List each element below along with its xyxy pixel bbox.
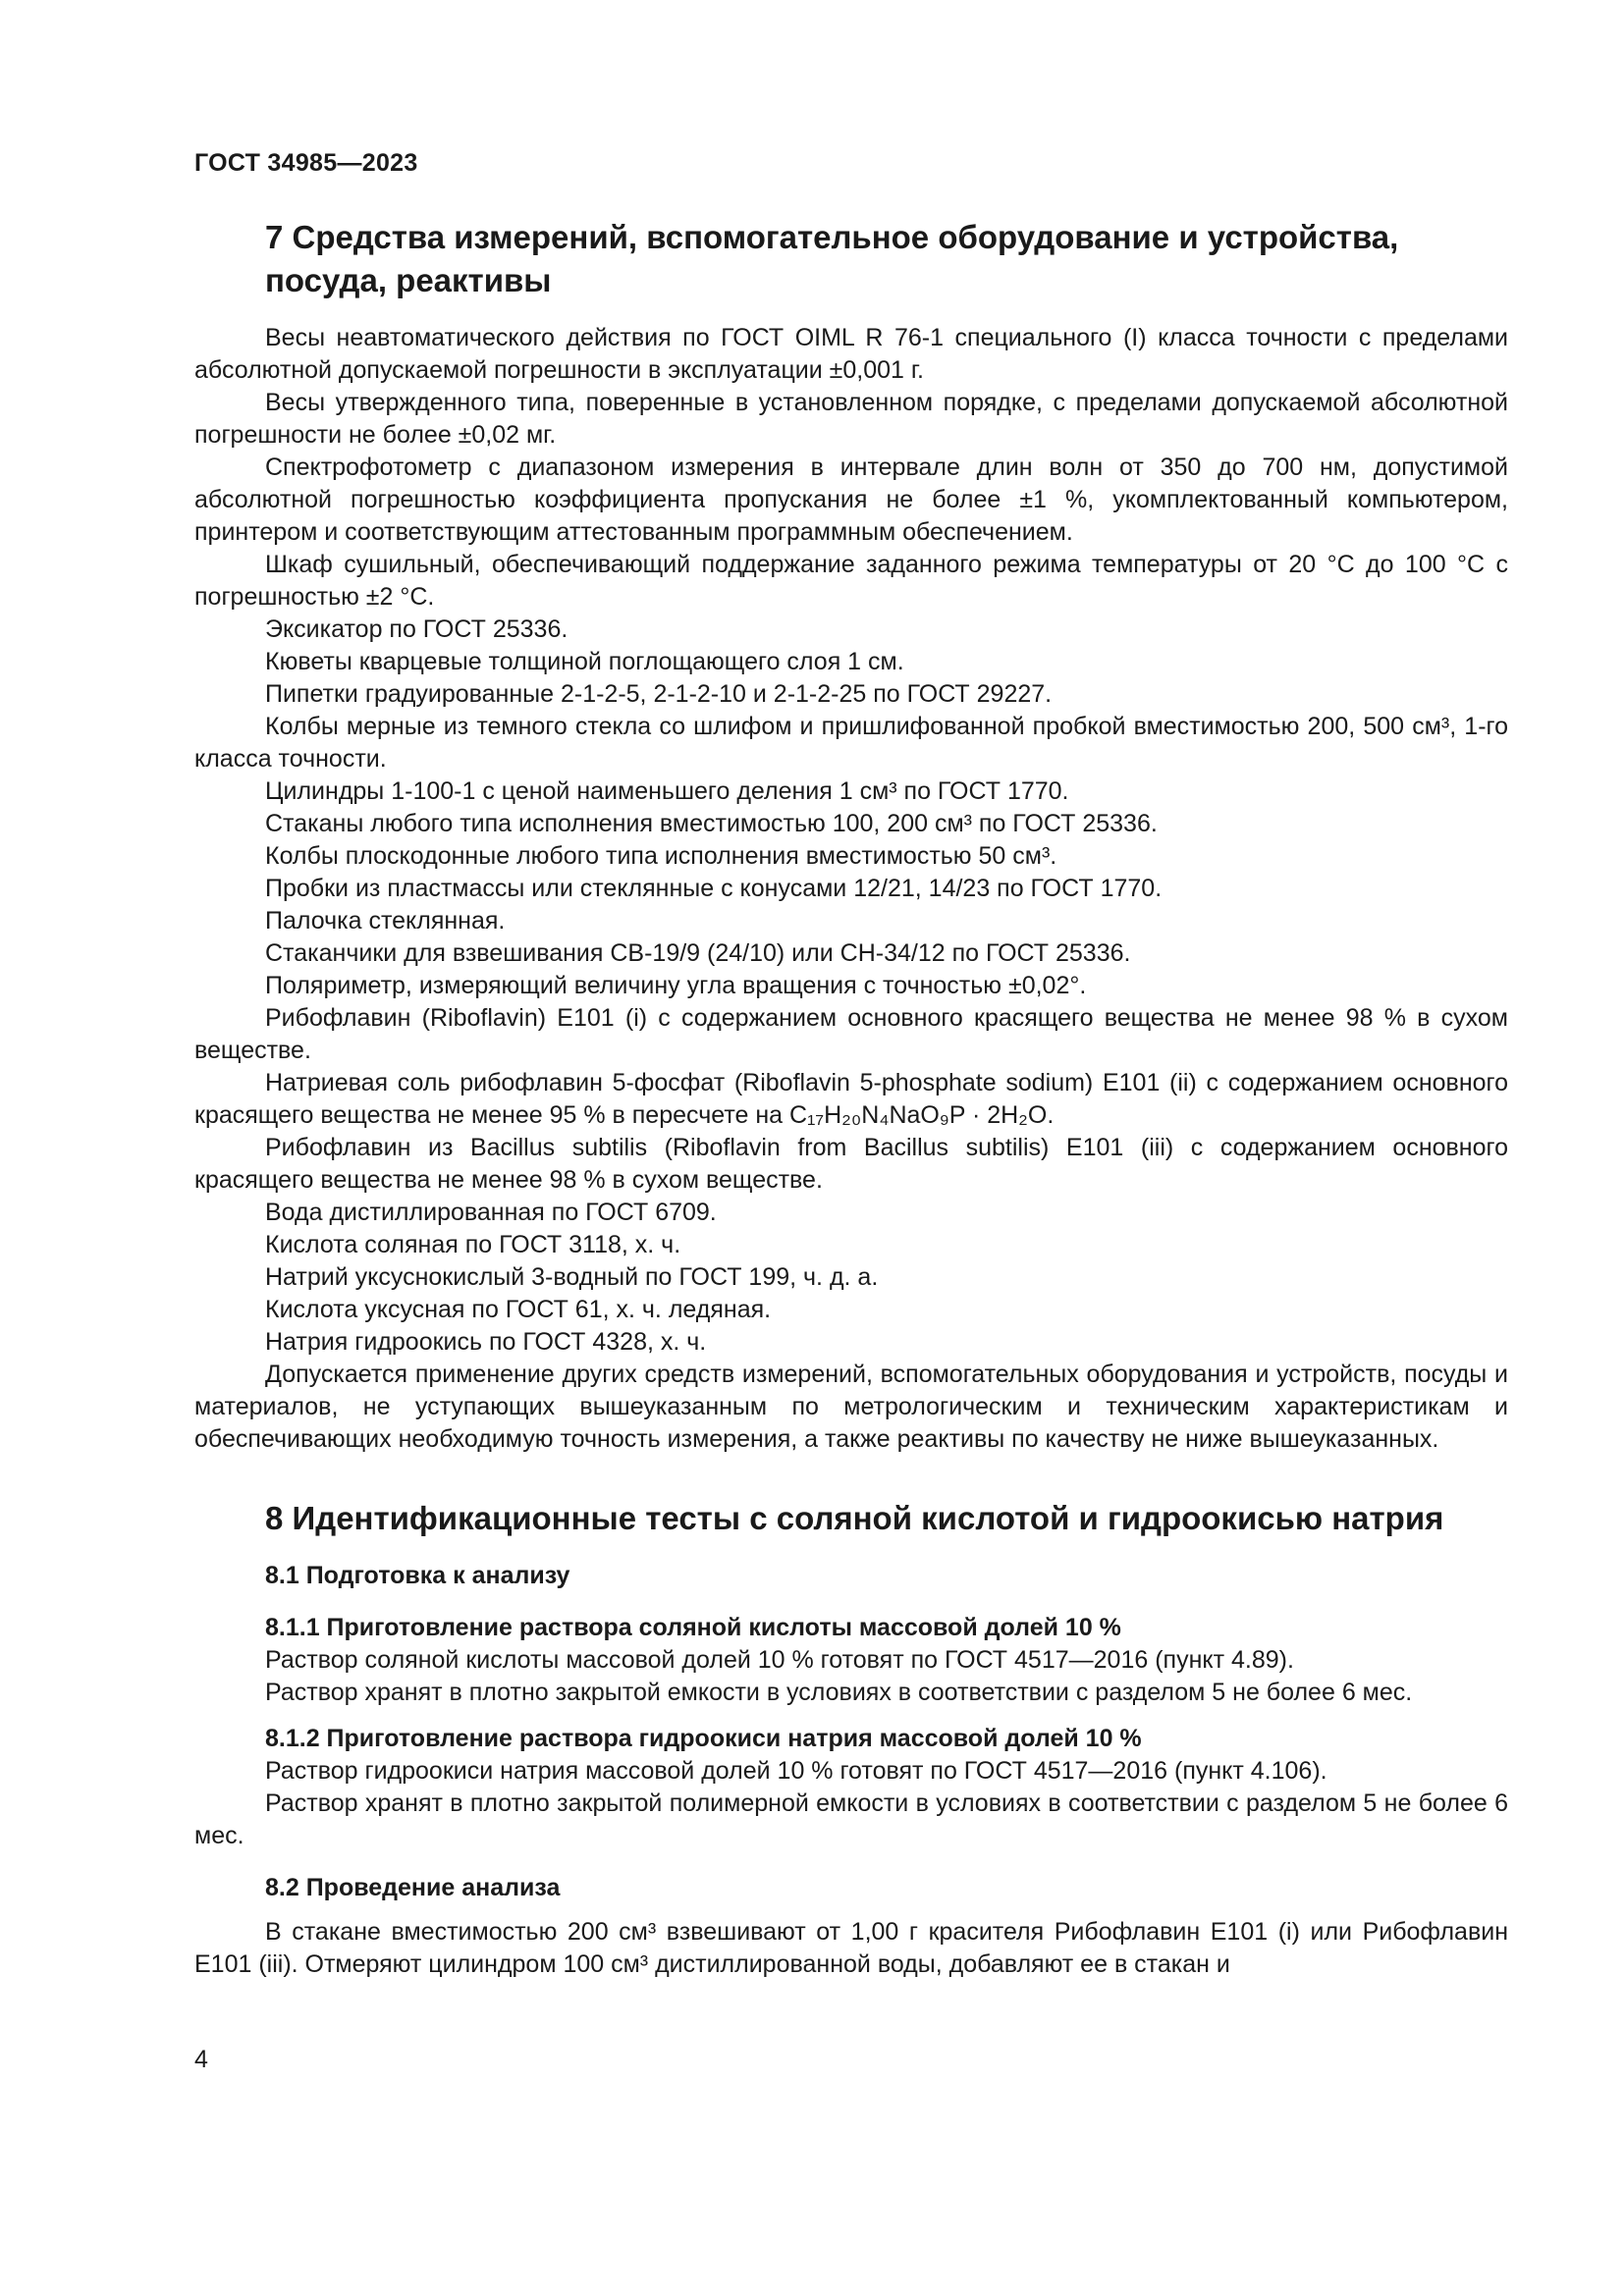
subsection-8-2-heading: 8.2 Проведение анализа: [265, 1874, 561, 1901]
paragraph: Стаканчики для взвешивания СВ-19/9 (24/10) или СН-34/12 по ГОСТ 25336.: [265, 939, 1131, 967]
paragraph: Весы неавтоматического действия по ГОСТ OIML R 76-1 специального (I) класса точности с пределами абсолютной допускаемой погрешности в эксплуатации ±0,001 г.: [194, 324, 1508, 384]
section-7-body: [194, 322, 1508, 1456]
page-content: [194, 216, 1508, 1981]
paragraph: Спектрофотометр с диапазоном измерения в интервале длин волн от 350 до 700 нм, допустимой абсолютной погрешностью коэффициента пропускания не более ±1 %, укомплектованный компьютером, принтером и соответствующим аттестованным программным обеспечением.: [194, 454, 1508, 546]
paragraph: Пипетки градуированные 2-1-2-5, 2-1-2-10 и 2-1-2-25 по ГОСТ 29227.: [265, 680, 1053, 708]
paragraph: Натрия гидроокись по ГОСТ 4328, х. ч.: [265, 1328, 707, 1356]
paragraph: Кюветы кварцевые толщиной поглощающего слоя 1 см.: [265, 648, 904, 675]
paragraph: Натрий уксуснокислый 3-водный по ГОСТ 199, ч. д. а.: [265, 1263, 879, 1291]
paragraph: Натриевая соль рибофлавин 5-фосфат (Riboflavin 5-phosphate sodium) E101 (ii) с содержанием основного красящего вещества не менее 95 % в пересчете на C₁₇H₂₀N₄NaO₉P · 2H₂O.: [194, 1069, 1508, 1129]
paragraph: Рибофлавин из Bacillus subtilis (Riboflavin from Bacillus subtilis) E101 (iii) с содержанием основного красящего вещества не менее 98 % в сухом веществе.: [194, 1134, 1508, 1194]
paragraph: Пробки из пластмассы или стеклянные с конусами 12/21, 14/23 по ГОСТ 1770.: [265, 875, 1163, 902]
paragraph: Шкаф сушильный, обеспечивающий поддержание заданного режима температуры от 20 °С до 100 °С с погрешностью ±2 °С.: [194, 551, 1508, 611]
paragraph: Поляриметр, измеряющий величину угла вращения с точностью ±0,02°.: [265, 972, 1087, 999]
paragraph: Вода дистиллированная по ГОСТ 6709.: [265, 1199, 717, 1226]
subsection-8-1-1-heading: 8.1.1 Приготовление раствора соляной кислоты массовой долей 10 %: [265, 1614, 1121, 1641]
section-7-heading: 7 Средства измерений, вспомогательное оборудование и устройства, посуда, реактивы: [265, 219, 1399, 298]
paragraph: Кислота соляная по ГОСТ 3118, х. ч.: [265, 1231, 681, 1258]
paragraph: Стаканы любого типа исполнения вместимостью 100, 200 см³ по ГОСТ 25336.: [265, 810, 1158, 837]
subsection-8-1-2-heading: 8.1.2 Приготовление раствора гидроокиси натрия массовой долей 10 %: [265, 1725, 1142, 1752]
page-number: 4: [194, 2046, 208, 2073]
paragraph: В стакане вместимостью 200 см³ взвешивают от 1,00 г красителя Рибофлавин E101 (i) или Рибофлавин E101 (iii). Отмеряют цилиндром 100 см³ дистиллированной воды, добавляют ее в стакан и: [194, 1918, 1508, 1978]
paragraph: Раствор соляной кислоты массовой долей 10 % готовят по ГОСТ 4517—2016 (пункт 4.89).: [265, 1646, 1294, 1674]
paragraph: Колбы мерные из темного стекла со шлифом и пришлифованной пробкой вместимостью 200, 500 см³, 1-го класса точности.: [194, 713, 1508, 773]
paragraph: Раствор хранят в плотно закрытой емкости в условиях в соответствии с разделом 5 не более 6 мес.: [265, 1679, 1413, 1706]
paragraph: Цилиндры 1-100-1 с ценой наименьшего деления 1 см³ по ГОСТ 1770.: [265, 777, 1069, 805]
subsection-8-1-heading: 8.1 Подготовка к анализу: [265, 1562, 570, 1589]
paragraph: Кислота уксусная по ГОСТ 61, х. ч. ледяная.: [265, 1296, 772, 1323]
paragraph: Весы утвержденного типа, поверенные в установленном порядке, с пределами допускаемой абсолютной погрешности не более ±0,02 мг.: [194, 389, 1508, 449]
paragraph: Палочка стеклянная.: [265, 907, 506, 934]
section-8-heading: 8 Идентификационные тесты с соляной кислотой и гидроокисью натрия: [265, 1500, 1444, 1536]
document-code-header: ГОСТ 34985—2023: [194, 149, 418, 177]
paragraph: Раствор хранят в плотно закрытой полимерной емкости в условиях в соответствии с разделом 5 не более 6 мес.: [194, 1789, 1508, 1849]
paragraph: Допускается применение других средств измерений, вспомогательных оборудования и устройств, посуды и материалов, не уступающих вышеуказанным по метрологическим и техническим характеристикам и обеспечивающих необходимую точность измерения, а также реактивы по качеству не ниже вышеуказанных.: [194, 1361, 1508, 1453]
paragraph: Раствор гидроокиси натрия массовой долей 10 % готовят по ГОСТ 4517—2016 (пункт 4.106).: [265, 1757, 1327, 1785]
paragraph: Колбы плоскодонные любого типа исполнения вместимостью 50 см³.: [265, 842, 1057, 870]
paragraph: Эксикатор по ГОСТ 25336.: [265, 615, 568, 643]
paragraph: Рибофлавин (Riboflavin) E101 (i) с содержанием основного красящего вещества не менее 98 % в сухом веществе.: [194, 1004, 1508, 1064]
